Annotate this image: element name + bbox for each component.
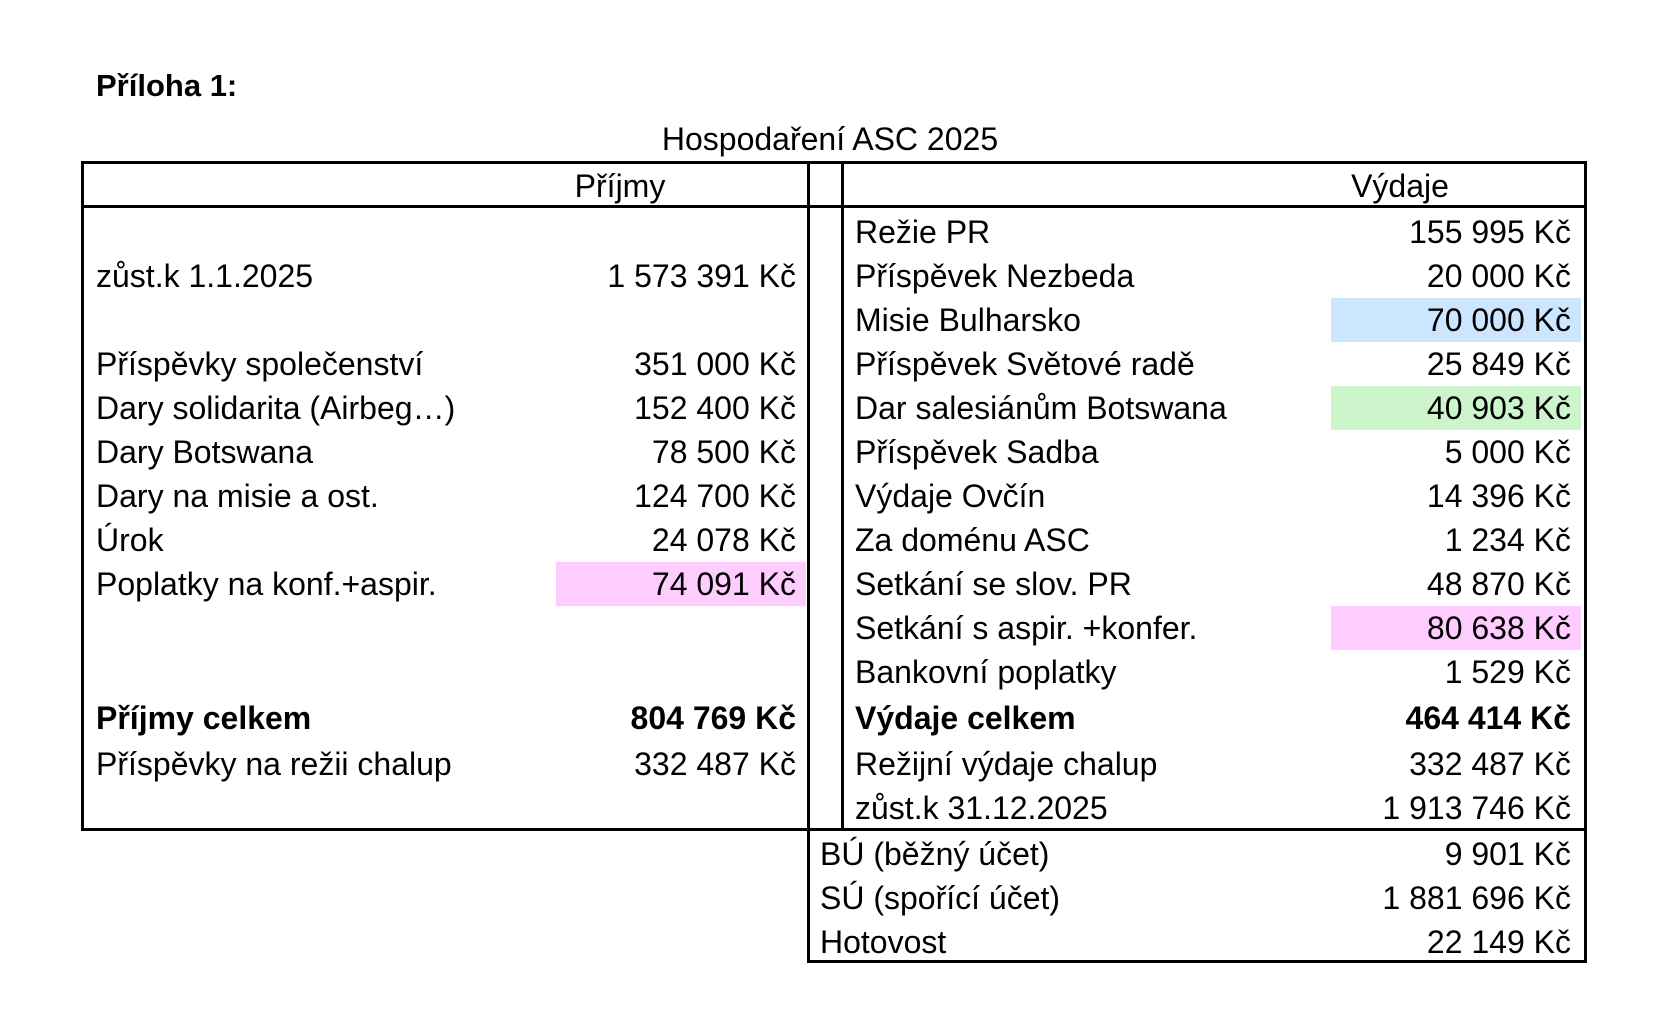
expense-row [855,606,1581,650]
expense-amount: 5 000 Kč [1444,434,1571,470]
income-amount: 24 078 Kč [651,522,796,558]
expense-label: Misie Bulharsko [855,302,1081,338]
account-label: SÚ (spořící účet) [820,880,1061,916]
column-divider-right [841,161,844,831]
expense-label: Bankovní poplatky [855,654,1117,690]
account-amount: 9 901 Kč [1444,836,1571,872]
expense-total-label: Výdaje celkem [855,700,1076,736]
income-amount: 124 700 Kč [634,478,796,514]
income-amount-highlighted: 74 091 Kč [556,562,806,606]
expense-label: zůst.k 31.12.2025 [855,790,1108,826]
expense-label: Setkání se slov. PR [855,566,1132,602]
account-label: Hotovost [820,924,947,960]
expense-row [855,786,1581,830]
expense-amount-highlighted: 40 903 Kč [1331,386,1581,430]
income-label: Poplatky na konf.+aspir. [96,566,437,602]
income-total-amount: 804 769 Kč [630,700,796,736]
expense-label: Příspěvek Sadba [855,434,1099,470]
expense-amount: 48 870 Kč [1426,566,1571,602]
column-divider-left [807,161,810,831]
income-amount: 78 500 Kč [651,434,796,470]
expense-amount: 332 487 Kč [1409,746,1571,782]
expense-row [855,342,1581,386]
account-row [820,920,1581,964]
expense-row [855,298,1581,342]
expense-row [855,386,1581,430]
expense-row [855,210,1581,254]
income-label: Příspěvky společenství [96,346,424,382]
expense-row [855,430,1581,474]
expense-total-amount: 464 414 Kč [1405,700,1571,736]
expense-label: Výdaje Ovčín [855,478,1046,514]
income-row [96,430,806,474]
expense-amount: 1 234 Kč [1444,522,1571,558]
income-label: Příspěvky na režii chalup [96,746,452,782]
expense-amount: 14 396 Kč [1426,478,1571,514]
expense-row [855,518,1581,562]
income-header: Příjmy [574,168,666,204]
expense-label: Příspěvek Nezbeda [855,258,1135,294]
income-amount: 152 400 Kč [634,390,796,426]
expense-total-row [855,696,1581,740]
income-total-label: Příjmy celkem [96,700,312,736]
expense-row [855,650,1581,694]
expense-amount: 1 529 Kč [1444,654,1571,690]
account-amount: 22 149 Kč [1426,924,1571,960]
income-total-row [96,696,806,740]
expense-row [855,742,1581,786]
account-row [820,876,1581,920]
income-row [96,386,806,430]
expense-label: Dar salesiánům Botswana [855,390,1227,426]
income-row [96,518,806,562]
income-amount: 1 573 391 Kč [607,258,796,294]
expense-label: Za doménu ASC [855,522,1090,558]
income-label: Dary Botswana [96,434,313,470]
income-label: zůst.k 1.1.2025 [96,258,314,294]
attachment-heading: Příloha 1: [96,68,238,103]
account-label: BÚ (běžný účet) [820,836,1050,872]
expense-amount: 1 913 746 Kč [1382,790,1571,826]
table-title: Hospodaření ASC 2025 [661,121,999,157]
income-label: Úrok [96,522,164,558]
expense-amount: 20 000 Kč [1426,258,1571,294]
expense-row [855,474,1581,518]
income-row [96,474,806,518]
income-label: Dary solidarita (Airbeg…) [96,390,456,426]
expense-amount-highlighted: 70 000 Kč [1331,298,1581,342]
expense-amount-highlighted: 80 638 Kč [1331,606,1581,650]
expense-row [855,254,1581,298]
income-row [96,342,806,386]
account-amount: 1 881 696 Kč [1382,880,1571,916]
expense-label: Příspěvek Světové radě [855,346,1195,382]
expense-label: Režie PR [855,214,991,250]
income-amount: 332 487 Kč [634,746,796,782]
income-row [96,254,806,298]
expense-label: Setkání s aspir. +konfer. [855,610,1198,646]
account-row [820,832,1581,876]
expense-label: Režijní výdaje chalup [855,746,1158,782]
expense-amount: 155 995 Kč [1409,214,1571,250]
income-row [96,562,806,606]
expense-row [855,562,1581,606]
expenses-header: Výdaje [1351,168,1449,204]
income-amount: 351 000 Kč [634,346,796,382]
income-label: Dary na misie a ost. [96,478,379,514]
expense-amount: 25 849 Kč [1426,346,1571,382]
income-row [96,742,806,786]
